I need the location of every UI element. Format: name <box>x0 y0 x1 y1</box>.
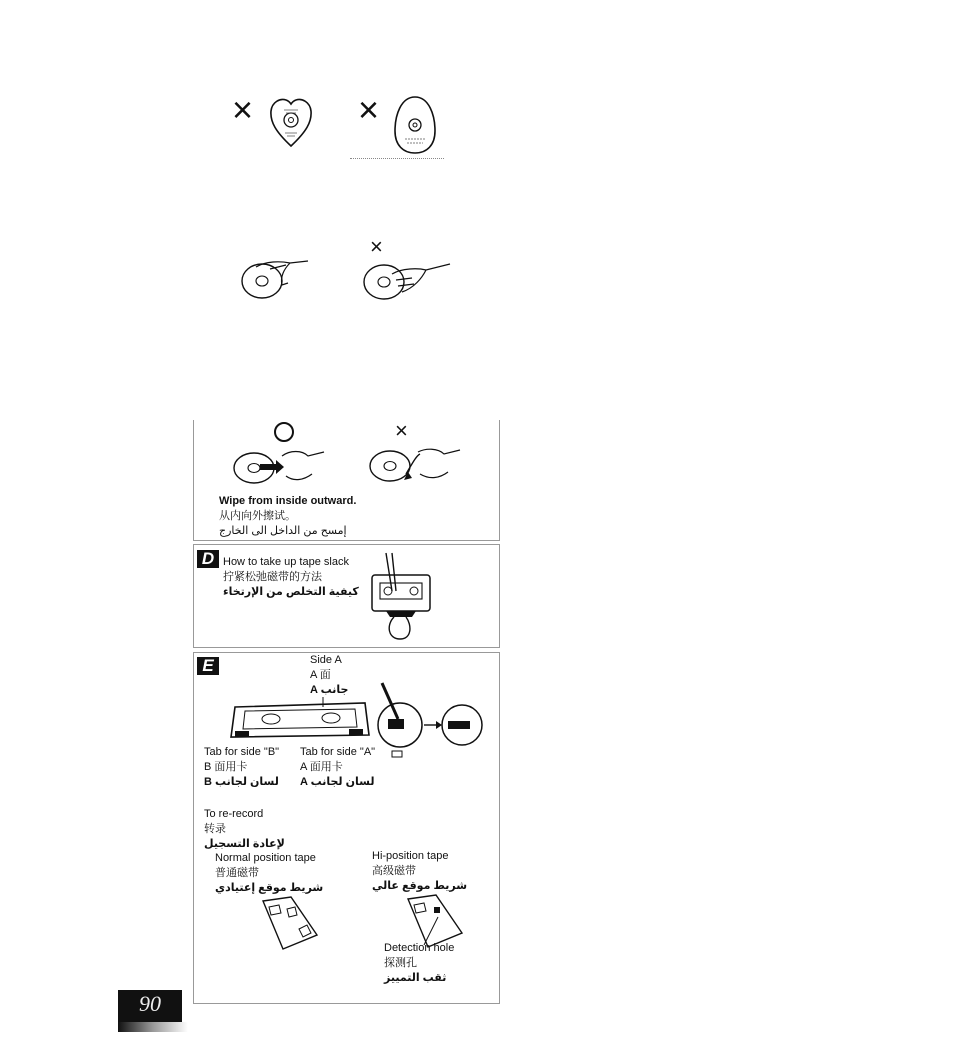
section-d-panel <box>193 544 500 648</box>
tab-a-ar: A لسان لجانب <box>300 776 375 788</box>
tab-b-ar: B لسان لجانب <box>204 776 279 788</box>
rerecord-ar: لإعادة التسجيل <box>204 838 285 850</box>
cross-mark-icon: × <box>232 89 254 130</box>
section-d-title-ar: كيفية التخلص من الإرتخاء <box>223 586 359 598</box>
cassette-tabs-icon <box>227 697 372 745</box>
section-d-title-zh: 拧紧松弛磁带的方法 <box>223 571 322 583</box>
cross-mark-icon: × <box>358 89 380 130</box>
tab-b-zh: B 面用卡 <box>204 761 248 773</box>
side-a-zh: A 面 <box>310 669 331 681</box>
print-line <box>350 158 444 161</box>
detection-hole-en: Detection hole <box>384 942 455 954</box>
wipe-circular-wrong-icon <box>368 444 463 494</box>
wipe-caption-zh: 从内向外擦试。 <box>219 510 296 522</box>
rerecord-zh: 转录 <box>204 823 226 835</box>
section-e-letter: E <box>197 657 219 675</box>
oval-shaped-disc-icon <box>393 95 437 155</box>
normal-tape-corner-icon <box>259 895 321 951</box>
cassette-with-pencil-icon <box>366 553 436 643</box>
side-a-en: Side A <box>310 654 342 666</box>
cross-mark-icon: × <box>370 234 383 259</box>
cleaning-panel <box>193 420 500 541</box>
wipe-caption-en: Wipe from inside outward. <box>219 495 357 507</box>
tab-b-en: Tab for side "B" <box>204 746 280 758</box>
break-tab-screwdriver-icon <box>376 681 486 761</box>
detection-hole-ar: ثقب التمييز <box>384 972 447 984</box>
hi-tape-zh: 高级磁带 <box>372 865 416 877</box>
hand-touching-disc-wrong-icon <box>362 258 452 303</box>
scan-edge-mark <box>118 1022 188 1032</box>
ok-circle-mark <box>274 422 294 442</box>
hand-holding-disc-correct-icon <box>240 255 310 300</box>
section-d-letter: D <box>197 550 219 568</box>
hi-tape-ar: شريط موقع عالي <box>372 880 468 892</box>
section-e-panel <box>193 652 500 1004</box>
tab-a-zh: A 面用卡 <box>300 761 343 773</box>
side-a-ar: A جانب <box>310 684 349 696</box>
tab-a-en: Tab for side "A" <box>300 746 376 758</box>
section-d-title-en: How to take up tape slack <box>223 556 349 568</box>
hi-tape-en: Hi-position tape <box>372 850 449 862</box>
page-number: 90 <box>118 990 182 1022</box>
wipe-inside-outward-icon <box>232 446 327 496</box>
heart-shaped-disc-icon <box>268 96 314 148</box>
normal-tape-en: Normal position tape <box>215 852 316 864</box>
wipe-caption-ar: إمسح من الداخل الى الخارج <box>219 525 347 537</box>
cross-mark-icon: × <box>395 418 408 443</box>
normal-tape-zh: 普通磁带 <box>215 867 259 879</box>
normal-tape-ar: شريط موقع إعتيادي <box>215 882 324 894</box>
rerecord-en: To re-record <box>204 808 264 820</box>
detection-hole-zh: 探测孔 <box>384 957 417 969</box>
